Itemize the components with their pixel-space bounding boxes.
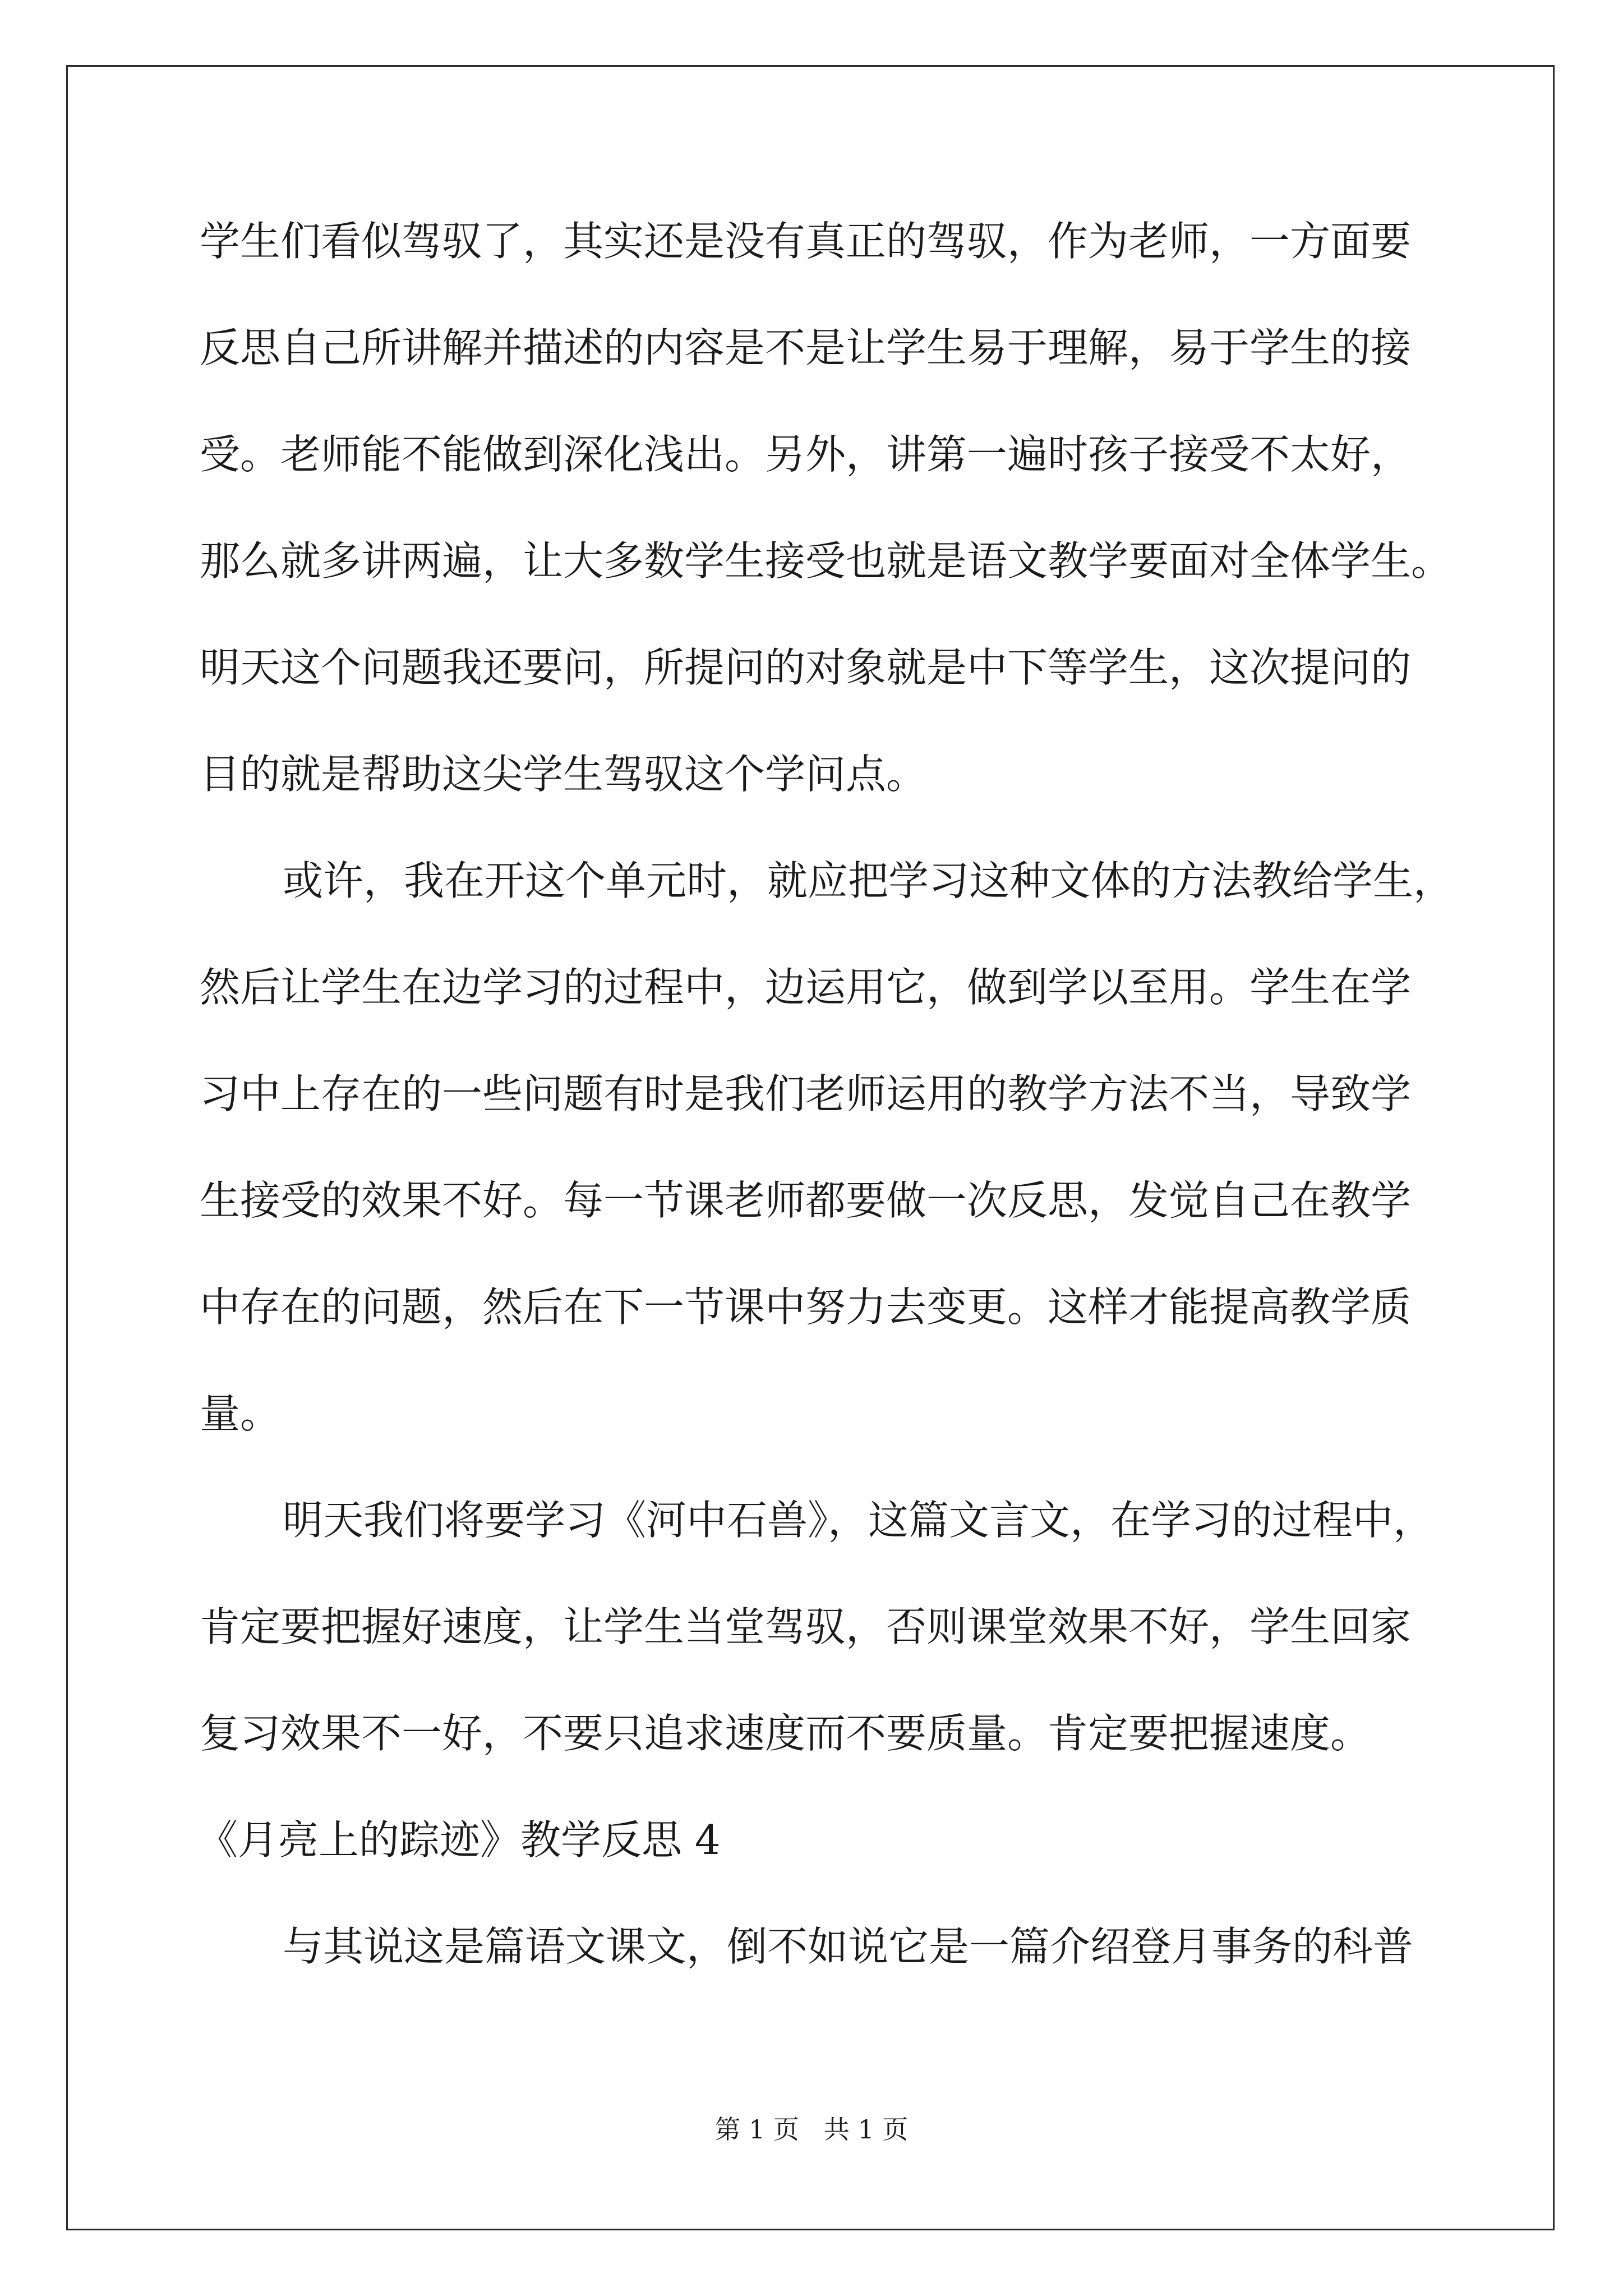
text-line: 与其说这是篇语文课文，倒不如说它是一篇介绍登月事务的科普	[283, 1923, 1414, 1970]
text-line: 目的就是帮助这尖学生驾驭这个学问点。	[200, 751, 927, 798]
page-footer: 第 1 页 共 1 页	[714, 2114, 909, 2145]
text-line: 明天这个问题我还要问，所提问的对象就是中下等学生，这次提问的	[200, 644, 1412, 691]
text-line: 或许，我在开这个单元时，就应把学习这种文体的方法教给学生，	[283, 857, 1454, 904]
text-line: 那么就多讲两遍，让大多数学生接受也就是语文教学要面对全体学生。	[200, 537, 1452, 585]
text-line: 复习效果不一好，不要只追求速度而不要质量。肯定要把握速度。	[200, 1710, 1371, 1757]
text-line: 然后让学生在边学习的过程中，边运用它，做到学以至用。学生在学	[200, 964, 1412, 1011]
text-line: 反思自己所讲解并描述的内容是不是让学生易于理解，易于学生的接	[200, 324, 1412, 371]
text-line: 中存在的问题，然后在下一节课中努力去变更。这样才能提高教学质	[200, 1283, 1412, 1331]
text-line: 明天我们将要学习《河中石兽》，这篇文言文，在学习的过程中，	[283, 1497, 1434, 1544]
text-line: 学生们看似驾驭了，其实还是没有真正的驾驭，作为老师，一方面要	[200, 218, 1412, 265]
text-line: 肯定要把握好速度，让学生当堂驾驭，否则课堂效果不好，学生回家	[200, 1603, 1412, 1650]
text-line: 习中上存在的一些问题有时是我们老师运用的教学方法不当，导致学	[200, 1070, 1412, 1117]
page-border	[66, 65, 1555, 2230]
text-line: 生接受的效果不好。每一节课老师都要做一次反思，发觉自己在教学	[200, 1177, 1412, 1224]
section-heading: 《月亮上的踪迹》教学反思 4	[197, 1816, 721, 1864]
text-line: 量。	[200, 1390, 281, 1437]
text-line: 受。老师能不能做到深化浅出。另外，讲第一遍时孩子接受不太好，	[200, 431, 1412, 478]
